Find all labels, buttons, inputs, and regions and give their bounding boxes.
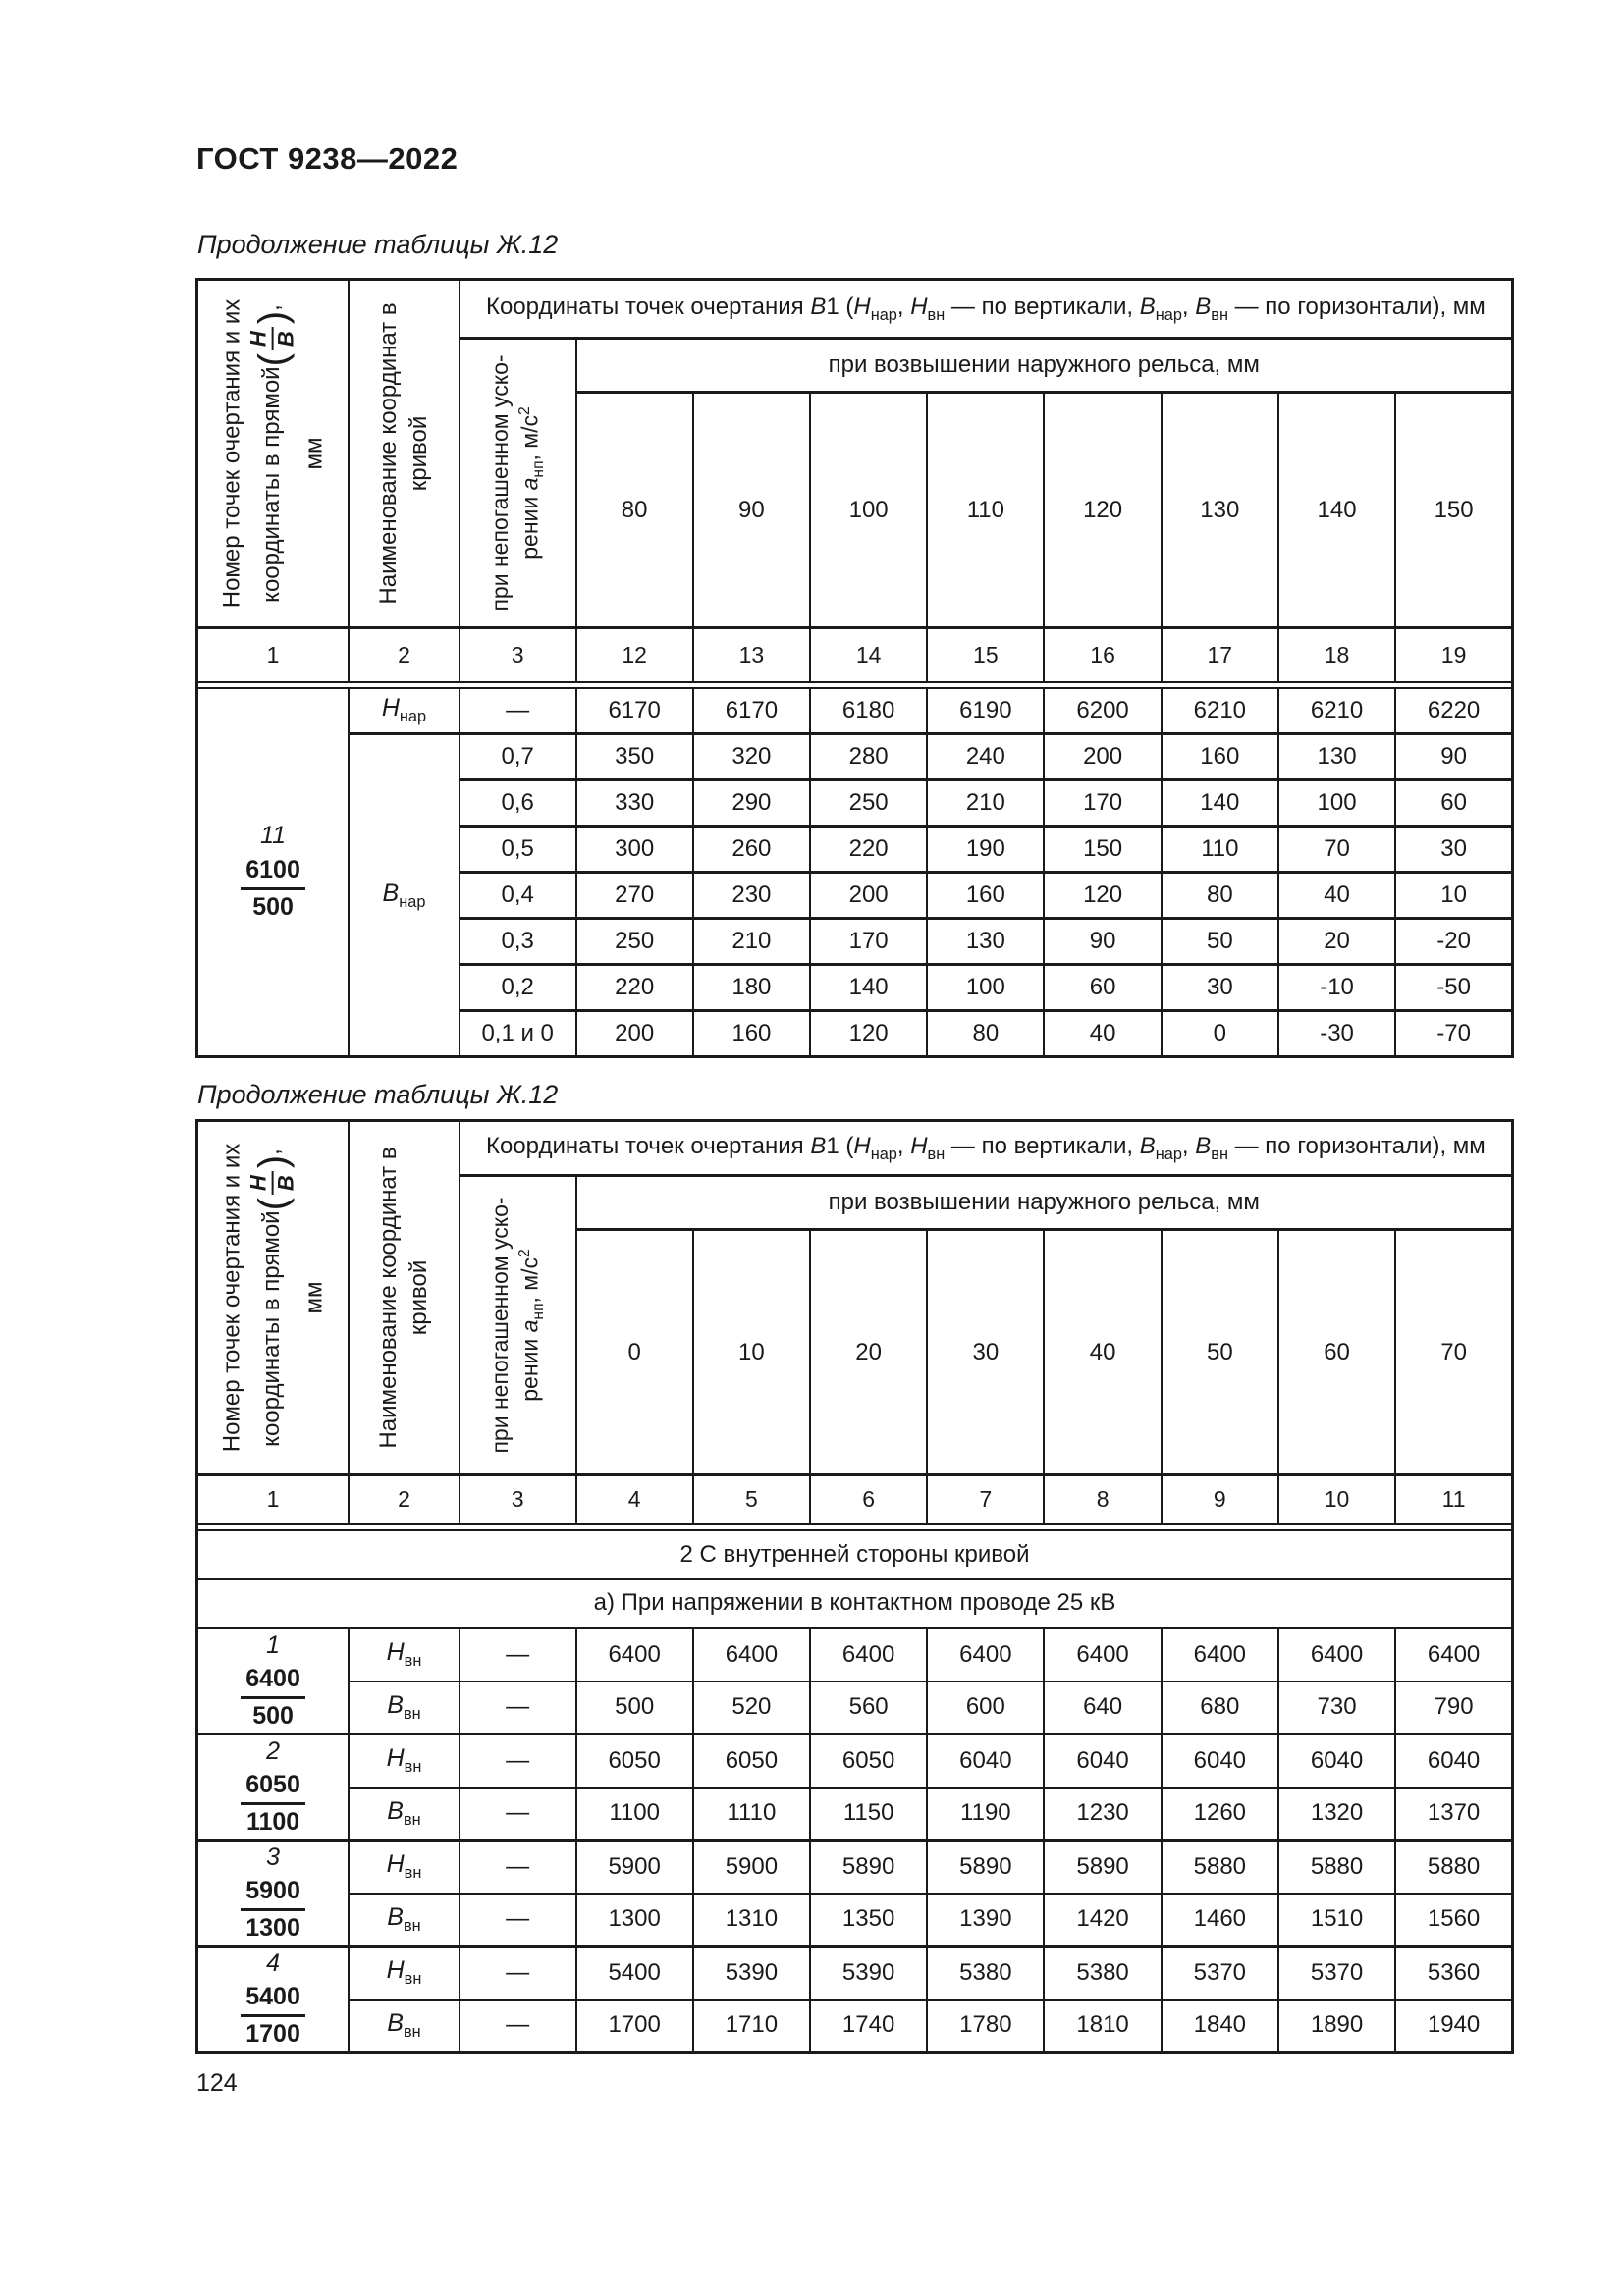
data-cell: 1420 — [1044, 1894, 1161, 1947]
data-cell: 1310 — [693, 1894, 810, 1947]
col-number: 16 — [1044, 628, 1161, 682]
header-col3-rotated-text: при непогашенном уско- рении $а_{нп}$, $м/с^2$ — [486, 354, 548, 612]
header-col1-rotated-text: Номер точек очертания и их координаты в прямой( Н В ), мм — [218, 1143, 328, 1453]
data-cell: 6040 — [1395, 1735, 1512, 1788]
data-cell: 220 — [576, 965, 693, 1011]
accel-value: — — [460, 1894, 576, 1947]
data-cell: 0 — [1162, 1011, 1278, 1057]
data-cell: 1260 — [1162, 1788, 1278, 1841]
header-col1 — [197, 280, 350, 628]
accel-value: 0,3 — [460, 919, 576, 965]
col-number: 5 — [693, 1475, 810, 1524]
data-cell: 1370 — [1395, 1788, 1512, 1841]
header-col1-rotated-text: Номер точек очертания и их координаты в прямой( Н В ), мм — [218, 298, 328, 609]
accel-value: — — [460, 1947, 576, 2000]
col-number: 17 — [1162, 628, 1278, 682]
col-number: 1 — [197, 628, 350, 682]
data-cell: 6210 — [1278, 688, 1395, 734]
data-cell: 6180 — [810, 688, 927, 734]
coord-label: $В_{вн}$ — [349, 1894, 460, 1947]
coord-label: $В_{вн}$ — [349, 2000, 460, 2053]
data-cell: -50 — [1395, 965, 1512, 1011]
data-cell: 600 — [927, 1682, 1044, 1735]
data-cell: 6400 — [576, 1629, 693, 1682]
data-cell: 1710 — [693, 2000, 810, 2053]
data-cell: 6400 — [693, 1629, 810, 1682]
table-zh12-upper-wrap — [195, 278, 1514, 1058]
col-number: 1 — [197, 1475, 350, 1524]
col-number: 18 — [1278, 628, 1395, 682]
data-cell: 20 — [1278, 919, 1395, 965]
header-col3-rotated-text: при непогашенном уско- рении $а_{нп}$, $м/с^2$ — [486, 1197, 548, 1454]
data-cell: 160 — [1162, 734, 1278, 780]
data-cell: 520 — [693, 1682, 810, 1735]
header-col3 — [460, 1176, 576, 1475]
col-number: 7 — [927, 1475, 1044, 1524]
coord-label: $Н_{нар}$ — [349, 688, 460, 734]
accel-value: — — [460, 1682, 576, 1735]
data-cell: 40 — [1044, 1011, 1161, 1057]
data-cell: 6050 — [576, 1735, 693, 1788]
data-cell: 260 — [693, 827, 810, 873]
data-cell: 1390 — [927, 1894, 1044, 1947]
data-cell: 100 — [1278, 780, 1395, 827]
col-number: 3 — [460, 1475, 576, 1524]
col-number: 10 — [1278, 1475, 1395, 1524]
data-cell: 6050 — [810, 1735, 927, 1788]
data-cell: 150 — [1044, 827, 1161, 873]
data-cell: 250 — [810, 780, 927, 827]
elevation-value: 20 — [810, 1230, 927, 1475]
group-fraction: $\frac{6100}{500}$ — [241, 855, 305, 924]
data-cell: 70 — [1278, 827, 1395, 873]
elevation-header: при возвышении наружного рельса, мм — [576, 1176, 1513, 1230]
right-paren: ) — [251, 310, 296, 325]
data-cell: 560 — [810, 1682, 927, 1735]
data-cell: 250 — [576, 919, 693, 965]
data-cell: 6170 — [576, 688, 693, 734]
header-col2-rotated-text: Наименование координат в кривой — [375, 1147, 433, 1449]
data-cell: 230 — [693, 873, 810, 919]
data-cell: 30 — [1395, 827, 1512, 873]
group-label — [197, 1841, 350, 1947]
data-cell: 60 — [1395, 780, 1512, 827]
data-cell: 1740 — [810, 2000, 927, 2053]
header-col1 — [197, 1121, 350, 1475]
elevation-value: 70 — [1395, 1230, 1512, 1475]
accel-value: — — [460, 688, 576, 734]
accel-value: — — [460, 1841, 576, 1894]
data-cell: 10 — [1395, 873, 1512, 919]
data-cell: 790 — [1395, 1682, 1512, 1735]
accel-value: — — [460, 1788, 576, 1841]
data-cell: 1940 — [1395, 2000, 1512, 2053]
data-cell: 640 — [1044, 1682, 1161, 1735]
elevation-value: 110 — [927, 393, 1044, 628]
data-cell: 90 — [1044, 919, 1161, 965]
point-group-2: 2 $\frac{6050}{1100}$ — [198, 1736, 348, 1839]
col-number: 2 — [349, 628, 460, 682]
data-cell: 5370 — [1162, 1947, 1278, 2000]
group-label — [197, 1947, 350, 2053]
col-number: 4 — [576, 1475, 693, 1524]
col-number: 14 — [810, 628, 927, 682]
data-cell: 80 — [1162, 873, 1278, 919]
data-cell: 130 — [927, 919, 1044, 965]
elevation-value: 0 — [576, 1230, 693, 1475]
data-cell: 1350 — [810, 1894, 927, 1947]
point-group-3: 3 $\frac{5900}{1300}$ — [198, 1842, 348, 1945]
data-cell: 5890 — [1044, 1841, 1161, 1894]
section-header-inner-side: 2 С внутренней стороны кривой — [197, 1530, 1513, 1579]
data-cell: 5880 — [1278, 1841, 1395, 1894]
table-zh12-lower-wrap — [195, 1119, 1514, 2054]
data-cell: -30 — [1278, 1011, 1395, 1057]
coord-label: $Н_{вн}$ — [349, 1735, 460, 1788]
data-cell: 300 — [576, 827, 693, 873]
elevation-header: при возвышении наружного рельса, мм — [576, 339, 1513, 393]
data-cell: 1190 — [927, 1788, 1044, 1841]
data-cell: 6040 — [927, 1735, 1044, 1788]
data-cell: 120 — [810, 1011, 927, 1057]
table-span-header: Координаты точек очертания В1 ($Н_{нар}$, $Н_{вн}$ — по вертикали, $В_{нар}$, $В_{вн}$ — по горизонтали), мм — [460, 280, 1513, 339]
col-number: 9 — [1162, 1475, 1278, 1524]
data-cell: 60 — [1044, 965, 1161, 1011]
data-cell: 6170 — [693, 688, 810, 734]
col-number: 3 — [460, 628, 576, 682]
data-cell: 6040 — [1044, 1735, 1161, 1788]
data-cell: 160 — [693, 1011, 810, 1057]
elevation-value: 30 — [927, 1230, 1044, 1475]
data-cell: 6050 — [693, 1735, 810, 1788]
coord-label: $Н_{вн}$ — [349, 1629, 460, 1682]
data-cell: 210 — [927, 780, 1044, 827]
data-cell: 6210 — [1162, 688, 1278, 734]
data-cell: 5390 — [810, 1947, 927, 2000]
data-cell: 40 — [1278, 873, 1395, 919]
data-cell: 6400 — [927, 1629, 1044, 1682]
data-cell: 5390 — [693, 1947, 810, 2000]
col-number: 12 — [576, 628, 693, 682]
col-number: 11 — [1395, 1475, 1512, 1524]
data-cell: 5380 — [927, 1947, 1044, 2000]
elevation-value: 10 — [693, 1230, 810, 1475]
data-cell: 170 — [810, 919, 927, 965]
data-cell: 1810 — [1044, 2000, 1161, 2053]
coord-label: $Н_{вн}$ — [349, 1947, 460, 2000]
group-fraction: $\frac{6400}{500}$ — [241, 1664, 305, 1733]
point-group-11: 11 $\frac{6100}{500}$ — [198, 821, 348, 923]
table-continuation-caption-2: Продолжение таблицы Ж.12 — [197, 1080, 559, 1109]
left-paren: ( — [251, 1198, 296, 1211]
data-cell: 120 — [1044, 873, 1161, 919]
data-cell: -70 — [1395, 1011, 1512, 1057]
doc-code-header: ГОСТ 9238—2022 — [196, 141, 459, 176]
data-cell: 1460 — [1162, 1894, 1278, 1947]
data-cell: 1230 — [1044, 1788, 1161, 1841]
elevation-value: 50 — [1162, 1230, 1278, 1475]
table-zh12-upper — [195, 278, 1514, 1058]
accel-value: — — [460, 2000, 576, 2053]
data-cell: 160 — [927, 873, 1044, 919]
col-number: 6 — [810, 1475, 927, 1524]
data-cell: 5400 — [576, 1947, 693, 2000]
point-group-4: 4 $\frac{5400}{1700}$ — [198, 1949, 348, 2051]
col-number: 2 — [349, 1475, 460, 1524]
accel-value: — — [460, 1735, 576, 1788]
coord-label: $В_{вн}$ — [349, 1788, 460, 1841]
data-cell: 50 — [1162, 919, 1278, 965]
data-cell: 5890 — [810, 1841, 927, 1894]
table-span-header: Координаты точек очертания В1 ($Н_{нар}$, $Н_{вн}$ — по вертикали, $В_{нар}$, $В_{вн}$ — по горизонтали), мм — [460, 1121, 1513, 1176]
data-cell: 320 — [693, 734, 810, 780]
data-cell: 6200 — [1044, 688, 1161, 734]
elevation-value: 60 — [1278, 1230, 1395, 1475]
data-cell: 500 — [576, 1682, 693, 1735]
h-over-b-fraction: Н В — [247, 1171, 298, 1195]
data-cell: 5360 — [1395, 1947, 1512, 2000]
data-cell: 180 — [693, 965, 810, 1011]
data-cell: 200 — [576, 1011, 693, 1057]
accel-value: 0,1 и 0 — [460, 1011, 576, 1057]
data-cell: 6400 — [1278, 1629, 1395, 1682]
accel-value: 0,2 — [460, 965, 576, 1011]
data-cell: -10 — [1278, 965, 1395, 1011]
data-cell: 1890 — [1278, 2000, 1395, 2053]
section-header-voltage: а) При напряжении в контактном проводе 25 кВ — [197, 1579, 1513, 1629]
data-cell: 330 — [576, 780, 693, 827]
accel-value: — — [460, 1629, 576, 1682]
data-cell: 1300 — [576, 1894, 693, 1947]
accel-value: 0,6 — [460, 780, 576, 827]
data-cell: 190 — [927, 827, 1044, 873]
data-cell: 280 — [810, 734, 927, 780]
group-label — [197, 688, 350, 1057]
elevation-value: 40 — [1044, 1230, 1161, 1475]
data-cell: 5880 — [1395, 1841, 1512, 1894]
accel-value: 0,7 — [460, 734, 576, 780]
h-over-b-fraction: Н В — [247, 327, 298, 350]
header-col2 — [349, 1121, 460, 1475]
data-cell: 5890 — [927, 1841, 1044, 1894]
data-cell: 1840 — [1162, 2000, 1278, 2053]
data-cell: 5370 — [1278, 1947, 1395, 2000]
data-cell: 1150 — [810, 1788, 927, 1841]
table-zh12-lower — [195, 1119, 1514, 2054]
data-cell: 1320 — [1278, 1788, 1395, 1841]
group-fraction: $\frac{5900}{1300}$ — [241, 1876, 305, 1945]
right-paren: ) — [251, 1154, 296, 1169]
group-label — [197, 1735, 350, 1841]
data-cell: 5380 — [1044, 1947, 1161, 2000]
data-cell: 170 — [1044, 780, 1161, 827]
col-number: 15 — [927, 628, 1044, 682]
elevation-value: 150 — [1395, 393, 1512, 628]
data-cell: 200 — [1044, 734, 1161, 780]
data-cell: 220 — [810, 827, 927, 873]
data-cell: 130 — [1278, 734, 1395, 780]
data-cell: 1110 — [693, 1788, 810, 1841]
elevation-value: 120 — [1044, 393, 1161, 628]
coord-label: $Н_{вн}$ — [349, 1841, 460, 1894]
data-cell: 1780 — [927, 2000, 1044, 2053]
col-number: 19 — [1395, 628, 1512, 682]
elevation-value: 140 — [1278, 393, 1395, 628]
data-cell: 1560 — [1395, 1894, 1512, 1947]
data-cell: 110 — [1162, 827, 1278, 873]
data-cell: 140 — [1162, 780, 1278, 827]
elevation-value: 80 — [576, 393, 693, 628]
data-cell: 350 — [576, 734, 693, 780]
data-cell: 6040 — [1278, 1735, 1395, 1788]
table-continuation-caption-1: Продолжение таблицы Ж.12 — [197, 230, 559, 259]
header-col3 — [460, 339, 576, 628]
col-number: 13 — [693, 628, 810, 682]
col-number: 8 — [1044, 1475, 1161, 1524]
data-cell: 1700 — [576, 2000, 693, 2053]
data-cell: 100 — [927, 965, 1044, 1011]
data-cell: 5880 — [1162, 1841, 1278, 1894]
data-cell: 210 — [693, 919, 810, 965]
data-cell: 6190 — [927, 688, 1044, 734]
header-col2 — [349, 280, 460, 628]
page-number: 124 — [196, 2069, 238, 2097]
accel-value: 0,5 — [460, 827, 576, 873]
data-cell: 90 — [1395, 734, 1512, 780]
left-paren: ( — [251, 353, 296, 367]
data-cell: 270 — [576, 873, 693, 919]
data-cell: 6040 — [1162, 1735, 1278, 1788]
data-cell: 6220 — [1395, 688, 1512, 734]
group-fraction: $\frac{5400}{1700}$ — [241, 1982, 305, 2051]
header-col2-rotated-text: Наименование координат в кривой — [375, 302, 433, 605]
data-cell: 240 — [927, 734, 1044, 780]
data-cell: 6400 — [810, 1629, 927, 1682]
coord-label: $В_{вн}$ — [349, 1682, 460, 1735]
elevation-value: 90 — [693, 393, 810, 628]
data-cell: 730 — [1278, 1682, 1395, 1735]
data-cell: 6400 — [1395, 1629, 1512, 1682]
elevation-value: 130 — [1162, 393, 1278, 628]
data-cell: 30 — [1162, 965, 1278, 1011]
data-cell: 200 — [810, 873, 927, 919]
data-cell: 80 — [927, 1011, 1044, 1057]
group-fraction: $\frac{6050}{1100}$ — [241, 1770, 305, 1839]
data-cell: 290 — [693, 780, 810, 827]
data-cell: 680 — [1162, 1682, 1278, 1735]
data-cell: 5900 — [576, 1841, 693, 1894]
data-cell: 1510 — [1278, 1894, 1395, 1947]
data-cell: -20 — [1395, 919, 1512, 965]
accel-value: 0,4 — [460, 873, 576, 919]
data-cell: 6400 — [1162, 1629, 1278, 1682]
group-label — [197, 1629, 350, 1735]
data-cell: 1100 — [576, 1788, 693, 1841]
data-cell: 140 — [810, 965, 927, 1011]
coord-label: $В_{нар}$ — [349, 734, 460, 1057]
data-cell: 6400 — [1044, 1629, 1161, 1682]
data-cell: 5900 — [693, 1841, 810, 1894]
point-group-1: 1 $\frac{6400}{500}$ — [198, 1630, 348, 1733]
elevation-value: 100 — [810, 393, 927, 628]
